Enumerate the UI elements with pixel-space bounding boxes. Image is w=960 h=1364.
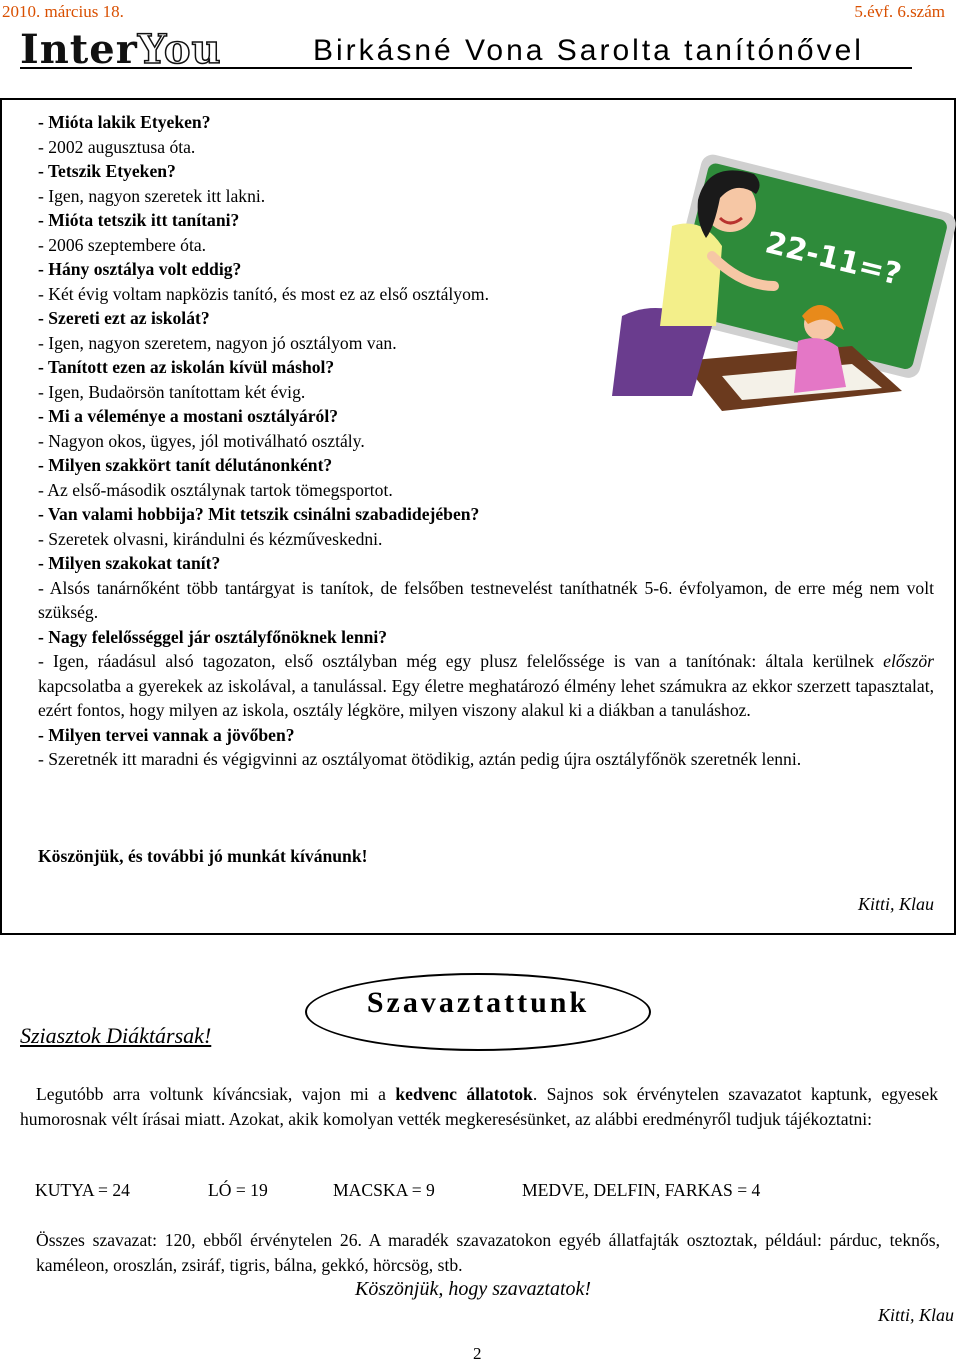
answer: - 2002 augusztusa óta. [38,136,196,157]
question: - Milyen szakokat tanít? [38,553,221,573]
question: - Tanított ezen az iskolán kívül máshol? [38,357,335,377]
survey-intro [20,1082,938,1131]
long-answer-part1: - Igen, ráadásul alsó tagozaton, első osztályban még egy plusz felelőssége is van a tanítónak: általa kerülnek [38,651,884,671]
interyou-logo [20,28,222,72]
question: - Mi a véleménye a mostani osztályáról? [38,406,339,426]
question: - Milyen szakkört tanít délutánonként? [38,455,333,475]
long-answer [38,649,934,723]
board-equation: 22-11=? [761,225,905,293]
answer: - Igen, nagyon szeretem, nagyon jó osztályom van. [38,332,397,353]
result-cat: MACSKA = 9 [333,1180,435,1200]
question: - Mióta tetszik itt tanítani? [38,210,240,230]
survey-greeting: Sziasztok Diáktársak! [20,1023,212,1048]
answer: - Alsós tanárnőként több tantárgyat is tanítok, de felsőben testnevelést taníthatnék 5-6. évfolyamon, de erre még nem volt szükség. [38,577,934,622]
survey-thanks: Köszönjük, hogy szavaztatok! [355,1278,592,1300]
answer: - Szeretek olvasni, kirándulni és kézműveskedni. [38,528,383,549]
question: - Hány osztálya volt eddig? [38,259,242,279]
logo-text-you: You [137,26,222,73]
survey-intro-part2: . Sajnos sok érvénytelen szavazatot kaptunk, egyesek humorosnak vélt írásai miatt. Azokat, akik komolyan vették megkeresésünket, az alábbi eredményről tudjuk tájékoztatni: [20,1084,938,1129]
issue-date: 2010. március 18. [2,2,124,21]
survey-summary: Összes szavazat: 120, ebből érvénytelen 26. A maradék szavazatokon egyéb állatfajták osztoztak, például: párduc, teknős, kaméleon, oroszlán, zsiráf, tigris, bálna, gekkó, hörcsög, stb. [36,1230,940,1275]
long-answer-part2: kapcsolatba a gyerekek az iskolával, a tanulással. Egy életre meghatározó élmény lehet számukra az ekkor szerzett tapasztalat, ezért fontos, hogy milyen az iskola, osztály légköre, milyen viszony alakul ki a diákban a tanuláshoz. [38,675,934,720]
survey-intro-part1: Legutóbb arra voltunk kíváncsiak, vajon mi a [36,1084,396,1104]
result-dog: KUTYA = 24 [35,1180,130,1200]
answer: - Igen, nagyon szeretek itt lakni. [38,185,266,206]
answer: - Nagyon okos, ügyes, jól motiválható osztály. [38,430,365,451]
result-others: MEDVE, DELFIN, FARKAS = 4 [522,1180,761,1200]
question: - Mióta lakik Etyeken? [38,112,211,132]
interview-thanks: Köszönjük, és további jó munkát kívánunk! [38,846,368,866]
answer: - Két évig voltam napközis tanító, és most ez az első osztályom. [38,283,489,304]
question: - Szereti ezt az iskolát? [38,308,210,328]
issue-number: 5.évf. 6.szám [854,2,945,21]
survey-signature: Kitti, Klau [877,1305,954,1325]
question: - Nagy felelősséggel jár osztályfőnöknek lenni? [38,626,388,647]
long-answer-emphasis: először [883,651,934,671]
teacher-shirt [660,224,722,327]
question: - Milyen tervei vannak a jövőben? [38,724,295,745]
survey-intro-bold: kedvenc állatotok [395,1084,533,1104]
article-title: Birkásné Vona Sarolta tanítónővel [313,34,864,67]
answer: - Szeretnék itt maradni és végigvinni az osztályomat ötödikig, aztán pedig újra osztályfőnök szeretnék lenni. [38,749,802,769]
logo-text-inter: Inter [20,26,138,73]
question: - Tetszik Etyeken? [38,161,176,181]
survey-title: Szavaztattunk [366,986,590,1019]
answer: - 2006 szeptembere óta. [38,234,207,255]
teacher-illustration [602,136,960,416]
title-underline [20,67,912,69]
page-number: 2 [473,1344,482,1363]
result-horse: LÓ = 19 [208,1180,268,1200]
answer: - Az első-második osztálynak tartok tömegsportot. [38,479,393,500]
question: - Van valami hobbija? Mit tetszik csinálni szabadidejében? [38,504,480,524]
answer: - Igen, Budaörsön tanítottam két évig. [38,381,306,402]
interview-signature: Kitti, Klau [857,894,934,914]
